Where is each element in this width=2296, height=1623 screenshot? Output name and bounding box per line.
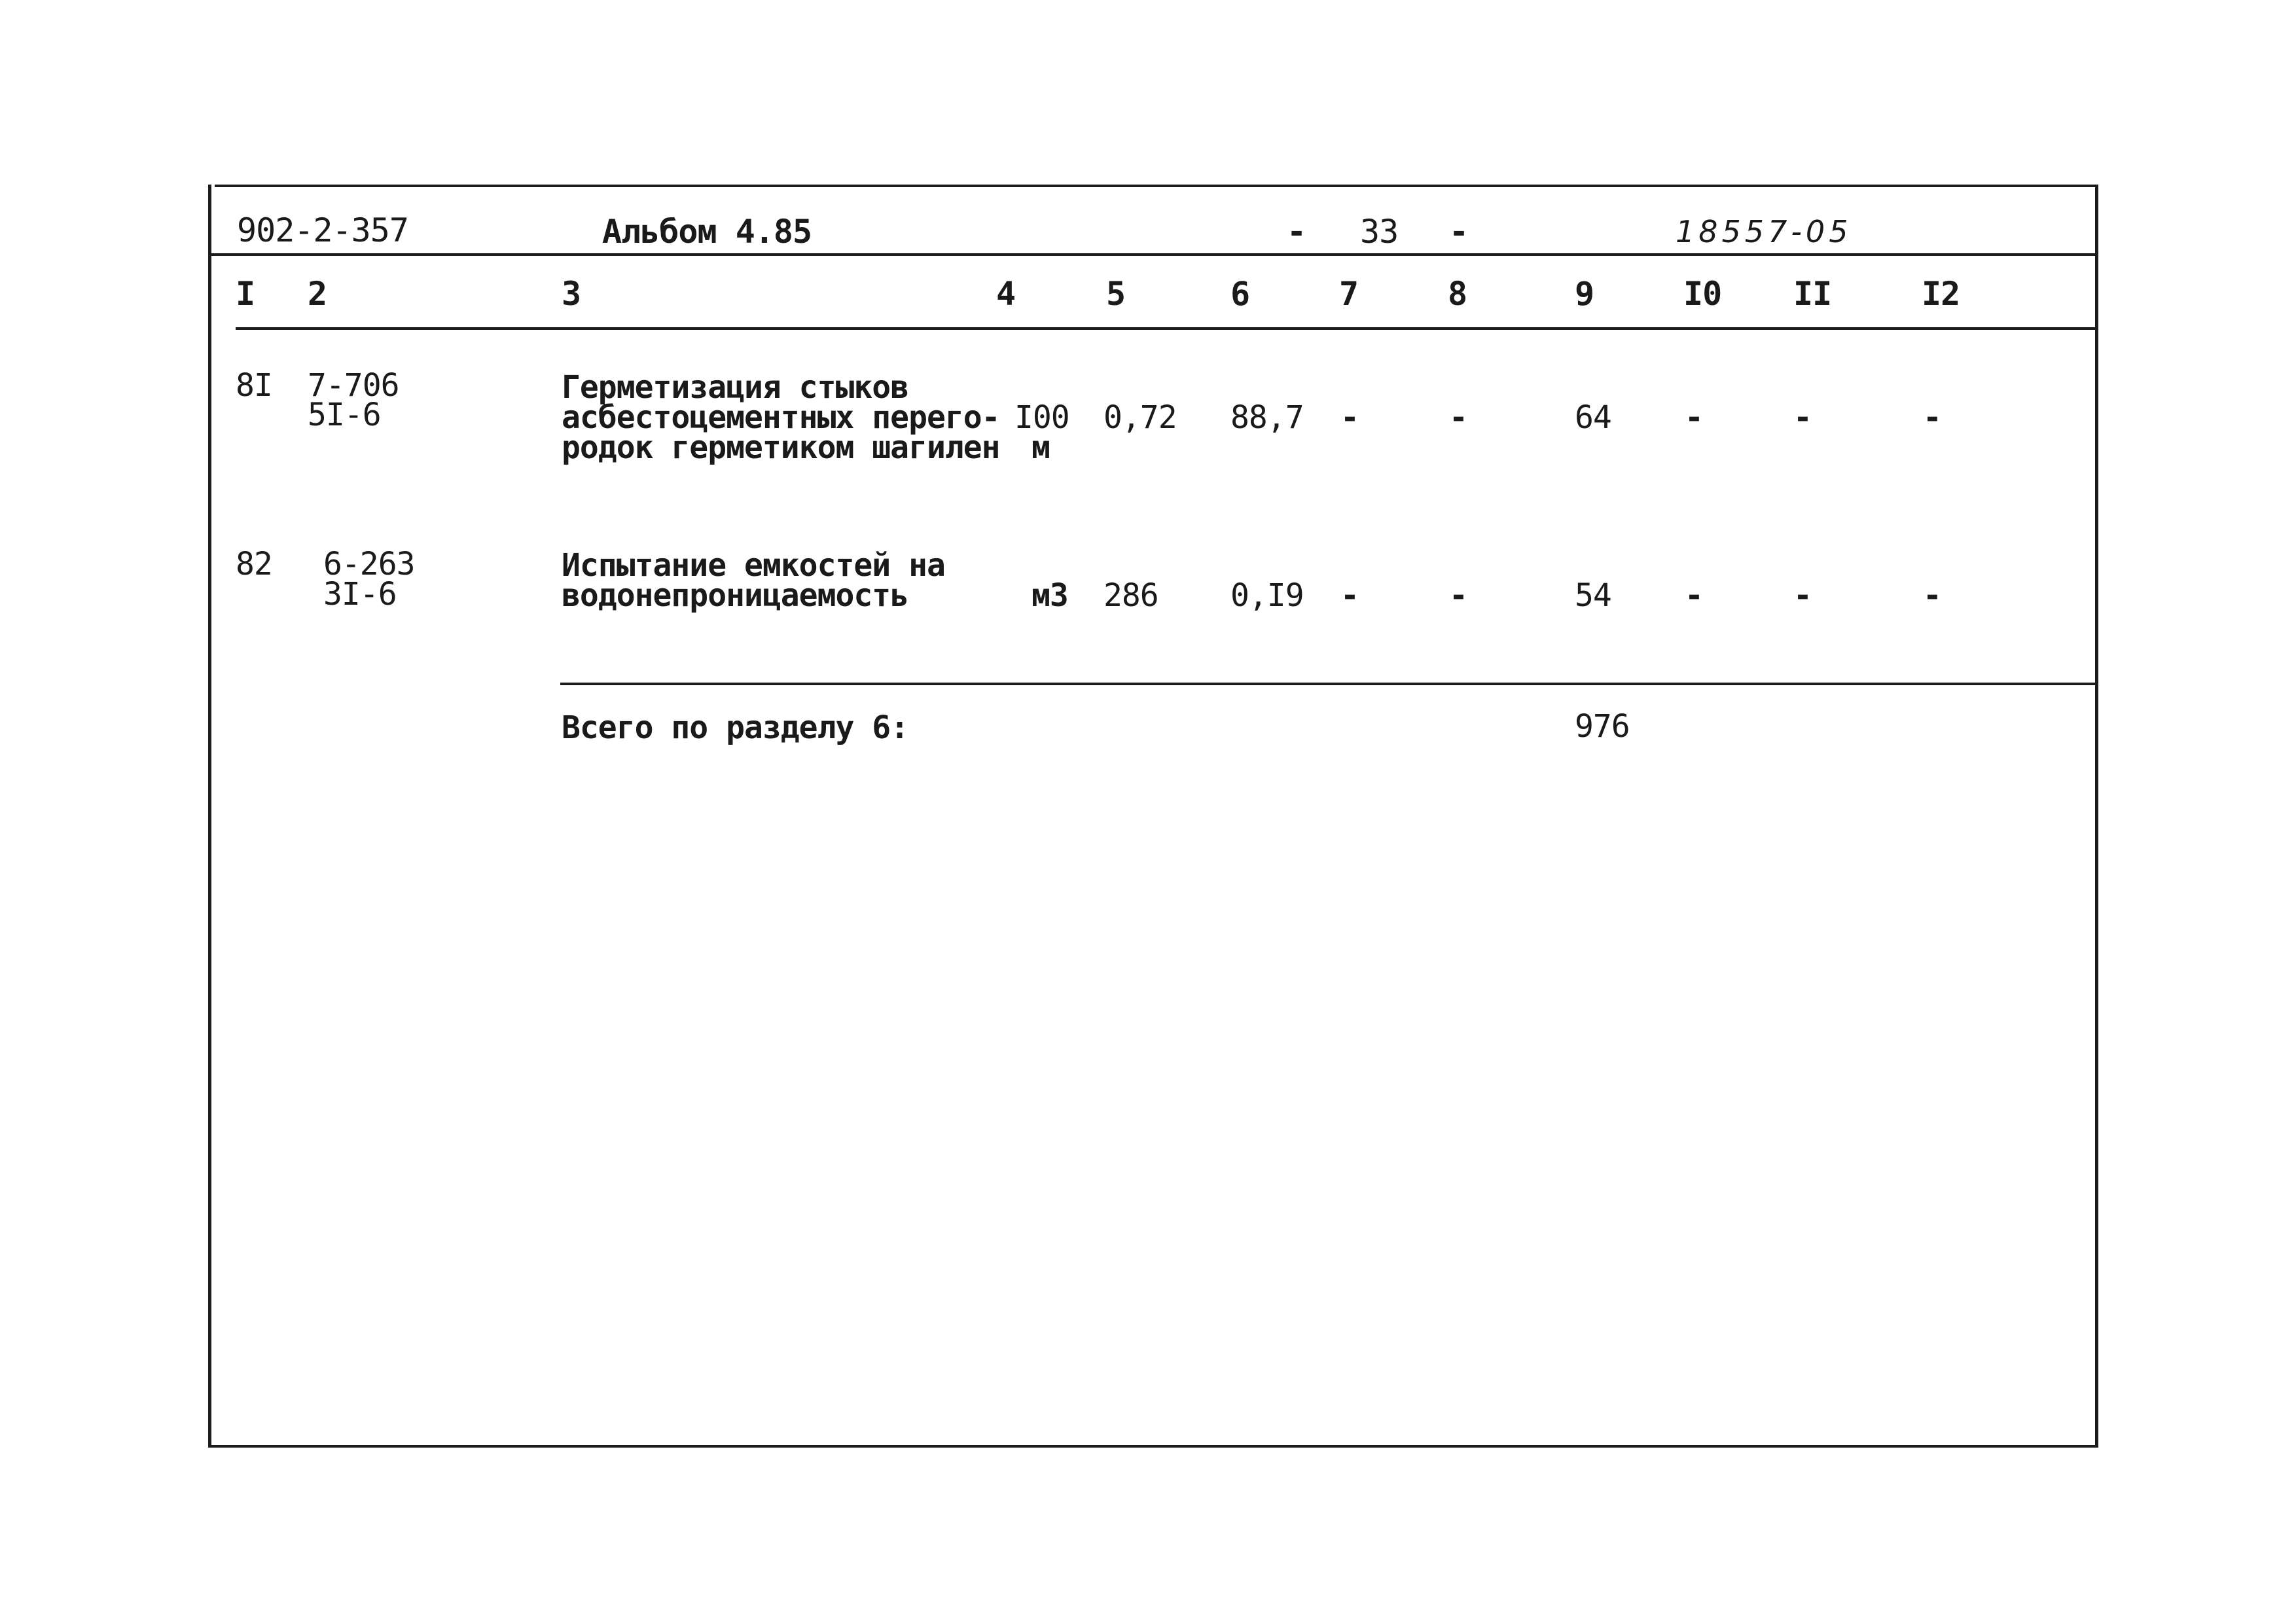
rate-code-line-2: 5I-6 [308,397,381,433]
column-7-cell: - [1340,577,1359,614]
frame-bottom-border [208,1445,2098,1448]
page-dash-left: - [1287,213,1306,251]
frame-top-border [215,185,2098,187]
column-12-cell: - [1923,577,1941,614]
page-number: 33 [1360,213,1399,251]
document-code: 902-2-357 [237,211,408,249]
column-11-cell: - [1793,577,1812,614]
column-header-7: 7 [1339,275,1359,313]
description-line-2: водонепроницаемость [562,577,909,614]
rate-code-line-2: 3I-6 [323,576,397,613]
column-9-cell: 64 [1575,399,1611,436]
unit-line-2: м [1031,429,1050,466]
column-6-cell: 0,I9 [1230,577,1304,614]
description-line-3: родок герметиком шагилен [562,429,1000,466]
document-frame [208,185,2100,1448]
frame-left-border [208,185,211,1448]
description-line-1: Герметизация стыков [562,369,909,406]
total-separator [560,683,2095,685]
row-number: 82 [236,546,272,582]
album-label: Альбом 4.85 [602,213,812,251]
column-header-12: I2 [1922,275,1960,313]
column-header-11: II [1793,275,1832,313]
column-header-1: I [236,275,255,313]
rate-code-line-1: 6-263 [323,546,415,582]
unit-line-1: м3 [1031,577,1068,614]
rate-code-line-1: 7-706 [308,367,399,404]
column-header-2: 2 [308,275,327,313]
column-7-cell: - [1340,399,1359,436]
column-8-cell: - [1449,577,1467,614]
column-header-3: 3 [562,275,581,313]
column-12-cell: - [1923,399,1941,436]
inventory-number: 18557-05 [1676,214,1852,249]
column-11-cell: - [1793,399,1812,436]
section-total-label: Всего по разделу 6: [562,709,909,746]
section-total-value: 976 [1575,708,1630,745]
column-10-cell: - [1685,577,1703,614]
row-number: 8I [236,367,272,404]
quantity-cell: 286 [1103,577,1158,614]
column-header-6: 6 [1230,275,1250,313]
column-header-9: 9 [1575,275,1594,313]
description-line-2: асбестоцементных перего- [562,399,1000,436]
column-6-cell: 88,7 [1230,399,1304,436]
column-8-cell: - [1449,399,1467,436]
column-header-10: I0 [1683,275,1722,313]
page-dash-right: - [1449,213,1469,251]
header-separator [211,253,2095,256]
column-header-underline [236,327,2096,330]
column-header-5: 5 [1106,275,1126,313]
quantity-cell: 0,72 [1103,399,1177,436]
column-10-cell: - [1685,399,1703,436]
description-line-1: Испытание емкостей на [562,547,945,584]
column-9-cell: 54 [1575,577,1611,614]
column-header-8: 8 [1448,275,1467,313]
frame-right-border [2095,185,2098,1448]
unit-line-1: I00 [1014,399,1069,436]
column-header-4: 4 [996,275,1016,313]
